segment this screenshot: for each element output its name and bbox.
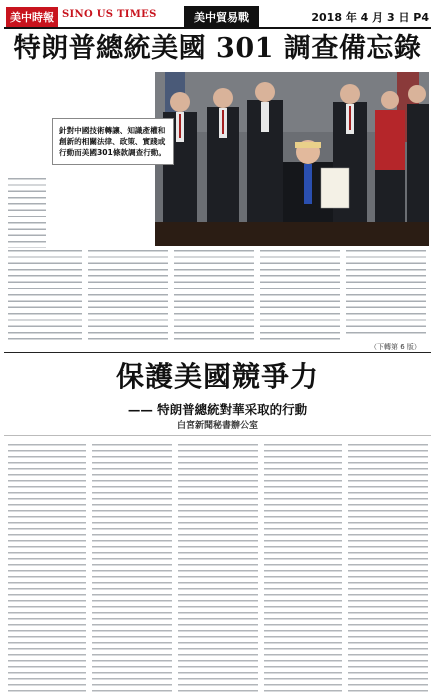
article1-body-column [260, 250, 340, 340]
article2-body-column [178, 444, 258, 694]
masthead-rule [4, 27, 431, 29]
article1-body-column [346, 250, 426, 338]
article2-headline: 保護美國競爭力 [115, 360, 319, 393]
masthead-logo: 美中時報 [6, 7, 58, 27]
article2-body-column [92, 444, 172, 694]
masthead-brand: SINO US TIMES [62, 9, 157, 20]
byline-divider [4, 435, 431, 436]
article2-body-column [348, 444, 428, 694]
article1-headline: 特朗普總統美國 301 調查備忘錄 [13, 33, 422, 64]
photo-caption: 針對中國技術轉讓、知識產權和創新的相關法律、政策、實踐或行動而美國301條款調查行動。 [52, 118, 174, 165]
continued-note: （下轉第 6 版） [370, 343, 421, 351]
article2-body-column [264, 444, 342, 694]
article1-photo [155, 72, 429, 246]
section-divider [4, 352, 431, 353]
masthead [4, 4, 431, 26]
dateline: 2018 年 4 月 3 日 P4 [311, 11, 429, 24]
article1-body-column [8, 178, 46, 248]
article2-byline: 白宮新聞秘書辦公室 [176, 421, 258, 431]
article1-body-column [174, 250, 254, 340]
article2-body-column [8, 444, 86, 694]
article1-body-column [8, 250, 82, 340]
photo-illustration [155, 72, 429, 246]
article2-subhead: —— 特朗普總統對華采取的行動 [127, 402, 308, 417]
article1-body-column [88, 250, 168, 340]
section-label: 美中貿易戰 [184, 6, 259, 28]
